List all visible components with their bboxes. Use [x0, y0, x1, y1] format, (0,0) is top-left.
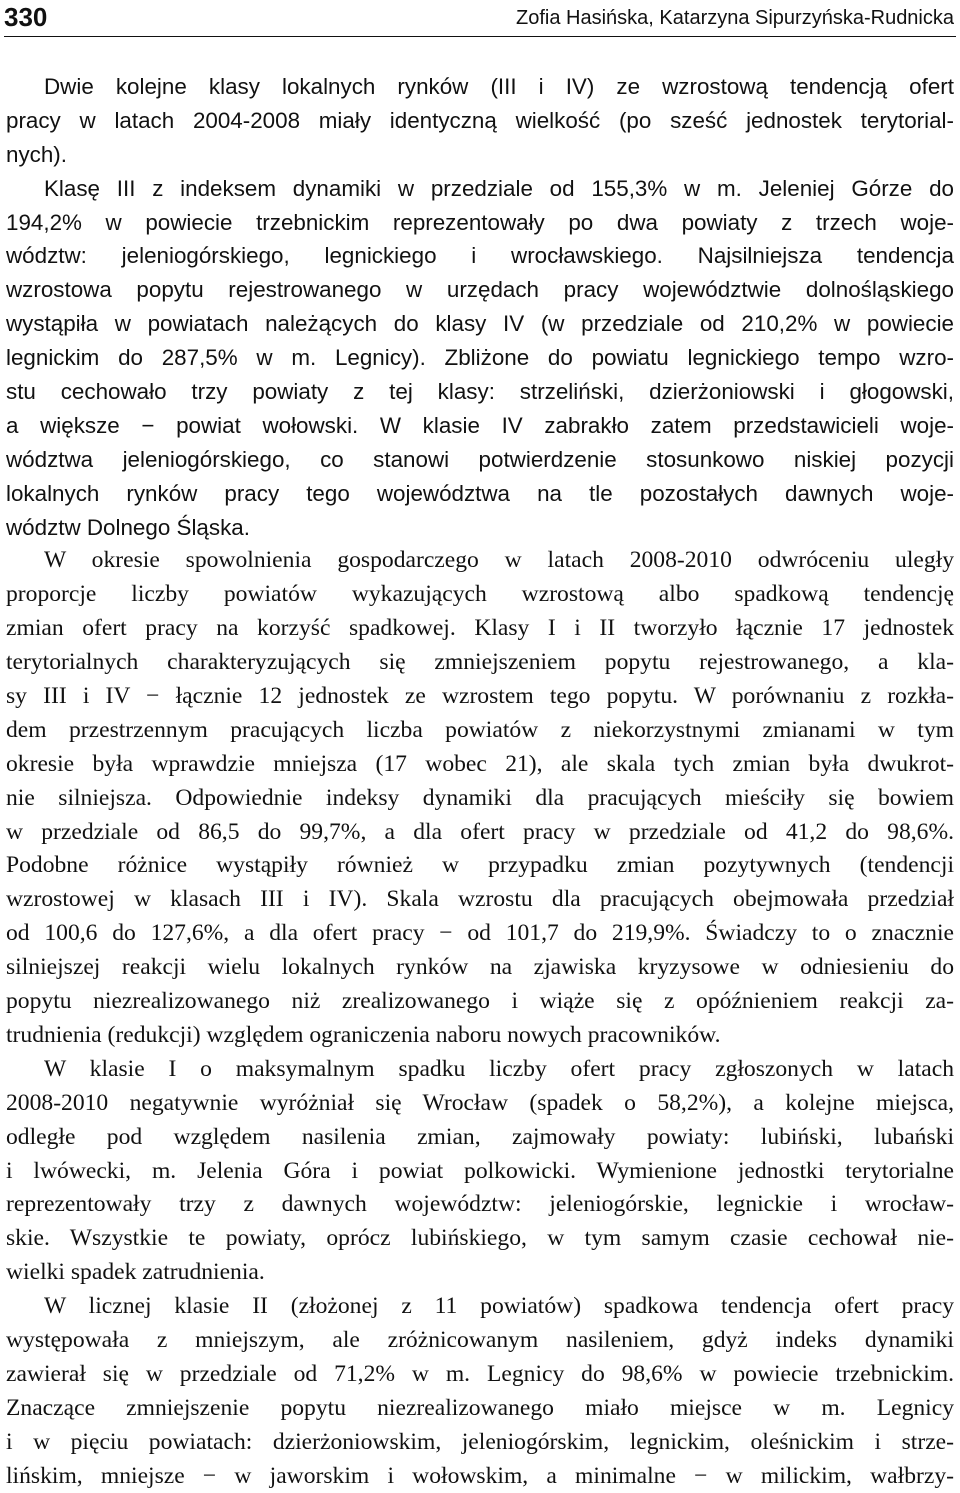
text-line: proporcje liczby powiatów wykazujących wzrostową albo spadkową tendencję: [6, 581, 954, 608]
text-line: lokalnych rynków pracy tego województwa na tle pozostałych dawnych woje-: [6, 480, 954, 506]
text-line: zawierał się w przedziale od 71,2% w m. Legnicy do 98,6% w powiecie trzebnickim.: [6, 1360, 954, 1387]
text-line: i lwówecki, m. Jelenia Góra i powiat polkowicki. Wymienione jednostki terytorialne: [6, 1157, 954, 1184]
text-line: Podobne różnice wystąpiły również w przypadku zmian pozytywnych (tendencji: [6, 852, 954, 879]
text-line: lińskim, mniejsze − w jaworskim i wołowskim, a minimalne − w milickim, wałbrzy-: [6, 1462, 954, 1489]
text-line: i w pięciu powiatach: dzierżoniowskim, jeleniogórskim, legnickim, oleśnickim i strze-: [6, 1428, 954, 1455]
text-line: nie silniejsza. Odpowiednie indeksy dynamiki dla pracujących mieściły się bowiem: [6, 784, 954, 811]
text-line: trudnienia (redukcji) względem ograniczenia naboru nowych pracowników.: [6, 1021, 721, 1048]
text-line: Klasę III z indeksem dynamiki w przedziale od 155,3% w m. Jeleniej Górze do: [44, 175, 954, 201]
text-line: W licznej klasie II (złożonej z 11 powiatów) spadkowa tendencja ofert pracy: [44, 1293, 954, 1320]
text-line: Dwie kolejne klasy lokalnych rynków (III i IV) ze wzrostową tendencją ofert: [44, 74, 954, 99]
text-line: wzrostowej w klasach III i IV). Skala wzrostu dla pracujących obejmowała przedział: [6, 886, 954, 913]
text-line: odległe pod względem nasilenia zmian, zajmowały powiaty: lubiński, lubański: [6, 1123, 954, 1150]
text-line: zmian ofert pracy na korzyść spadkowej. Klasy I i II tworzyło łącznie 17 jednostek: [6, 615, 954, 642]
text-line: od 100,6 do 127,6%, a dla ofert pracy − od 101,7 do 219,9%. Świadczy to o znacznie: [6, 920, 954, 947]
text-line: pracy w latach 2004-2008 miały identyczną wielkość (po sześć jednostek terytorial-: [6, 107, 954, 133]
text-line: w przedziale od 86,5 do 99,7%, a dla ofert pracy w przedziale od 41,2 do 98,6%.: [6, 818, 954, 845]
text-line: popytu niezrealizowanego niż zrealizowanego i wiąże się z opóźnieniem reakcji za-: [6, 988, 954, 1015]
running-head-authors: Zofia Hasińska, Katarzyna Sipurzyńska-Rudnicka: [516, 7, 954, 29]
text-line: wództw: jeleniogórskiego, legnickiego i wrocławskiego. Najsilniejsza tendencja: [6, 243, 954, 269]
text-line: 194,2% w powiecie trzebnickim reprezentowały po dwa powiaty z trzech woje-: [6, 209, 954, 235]
text-line: skie. Wszystkie te powiaty, oprócz lubińskiego, w tym samym czasie cechował nie-: [6, 1225, 954, 1252]
page-number: 330: [4, 2, 48, 32]
text-line: terytorialnych charakteryzujących się zmniejszeniem popytu rejestrowanego, a kla-: [6, 649, 954, 676]
text-line: W klasie I o maksymalnym spadku liczby ofert pracy zgłoszonych w latach: [44, 1055, 954, 1082]
text-line: stu cechowało trzy powiaty z tej klasy: strzeliński, dzierżoniowski i głogowski,: [6, 379, 954, 405]
text-line: silniejszej reakcji wielu lokalnych rynków na zjawiska kryzysowe w odniesieniu do: [6, 954, 954, 981]
text-line: W okresie spowolnienia gospodarczego w latach 2008-2010 odwróceniu uległy: [44, 547, 954, 574]
text-line: dem przestrzennym pracujących liczba powiatów z niekorzystnymi zmianami w tym: [6, 716, 954, 743]
body-text: [6, 70, 954, 1493]
text-line: 2008-2010 negatywnie wyróżniał się Wrocław (spadek o 58,2%), a kolejne miejsca,: [6, 1089, 954, 1116]
text-line: sy III i IV − łącznie 12 jednostek ze wzrostem tego popytu. W porównaniu z rozkła-: [6, 683, 954, 710]
text-line: legnickim do 287,5% w m. Legnicy). Zbliżone do powiatu legnickiego tempo wzro-: [6, 345, 954, 371]
text-line: Znaczące zmniejszenie popytu niezrealizowanego miało miejsce w m. Legnicy: [6, 1394, 954, 1421]
text-line: wództw Dolnego Śląska.: [6, 514, 250, 540]
text-line: wództwa jeleniogórskiego, co stanowi potwierdzenie stosunkowo niskiej pozycji: [6, 446, 954, 472]
text-line: wystąpiła w powiatach należących do klasy IV (w przedziale od 210,2% w powiecie: [6, 311, 954, 337]
text-line: występowała z mniejszym, ale zróżnicowanym nasileniem, gdyż indeks dynamiki: [6, 1326, 954, 1353]
text-line: okresie była wprawdzie mniejsza (17 wobec 21), ale skala tych zmian była dwukrot-: [6, 750, 954, 777]
text-line: wzrostowa popytu rejestrowanego w urzędach pracy województwie dolnośląskiego: [6, 277, 954, 303]
text-line: reprezentowały trzy z dawnych województw: jeleniogórskie, legnickie i wrocław-: [6, 1191, 954, 1218]
text-line: nych).: [6, 141, 67, 167]
page-header: [4, 0, 956, 37]
text-line: a większe − powiat wołowski. W klasie IV zabrakło zatem przedstawicieli woje-: [6, 412, 954, 438]
text-line: wielki spadek zatrudnienia.: [6, 1259, 265, 1286]
